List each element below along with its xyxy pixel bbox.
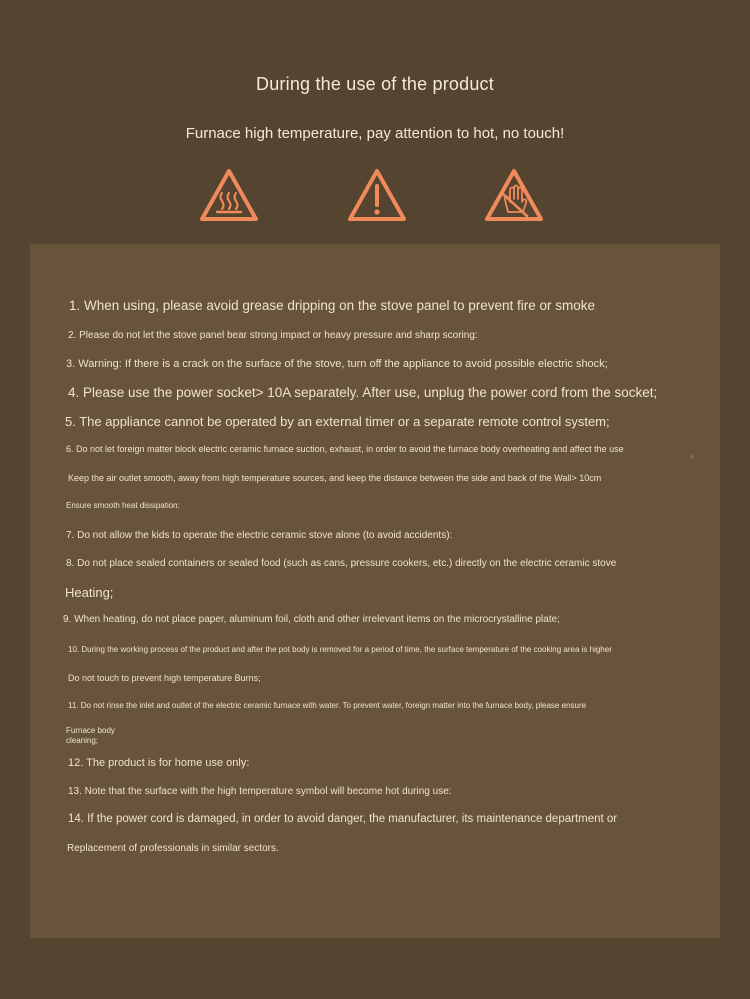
instruction-line: Furnace body — [66, 726, 115, 735]
instruction-line: 11. Do not rinse the inlet and outlet of the electric ceramic furnace with water. To prevent water, foreign matter into the furnace body, please ensure — [68, 701, 587, 710]
instruction-line: 8. Do not place sealed containers or sealed food (such as cans, pressure cookers, etc.) directly on the electric ceramic stove — [66, 558, 617, 569]
exclamation-warning-icon — [346, 166, 408, 224]
instruction-line: 4. Please use the power socket> 10A separately. After use, unplug the power cord from the socket; — [68, 385, 658, 400]
chevron-right-icon[interactable]: › — [690, 449, 694, 463]
hot-surface-warning-icon — [198, 166, 260, 224]
instructions-panel — [30, 244, 720, 938]
instruction-line: Keep the air outlet smooth, away from high temperature sources, and keep the distance between the side and back of the Wall> 10cm — [68, 473, 602, 483]
instruction-line: 7. Do not allow the kids to operate the electric ceramic stove alone (to avoid accidents): — [66, 530, 453, 541]
instruction-line: 13. Note that the surface with the high temperature symbol will become hot during use: — [68, 786, 452, 797]
warning-subtitle: Furnace high temperature, pay attention to hot, no touch! — [185, 125, 565, 142]
instruction-line: 14. If the power cord is damaged, in order to avoid danger, the manufacturer, its maintenance department or — [68, 813, 618, 825]
instruction-line: Heating; — [65, 585, 114, 600]
instruction-line: cleaning; — [66, 736, 99, 745]
instruction-line: 3. Warning: If there is a crack on the surface of the stove, turn off the appliance to avoid possible electric shock; — [66, 358, 608, 370]
instruction-line: 5. The appliance cannot be operated by an external timer or a separate remote control system; — [65, 414, 610, 429]
instruction-line: 1. When using, please avoid grease dripping on the stove panel to prevent fire or smoke — [69, 298, 596, 313]
instruction-line: 10. During the working process of the product and after the pot body is removed for a period of time, the surface temperature of the cooking area is higher — [68, 645, 612, 654]
instruction-line: Ensure smooth heat dissipation: — [66, 501, 180, 510]
instruction-line: Replacement of professionals in similar sectors. — [67, 843, 279, 854]
instruction-line: 12. The product is for home use only: — [68, 757, 250, 769]
page-title: During the use of the product — [256, 74, 494, 94]
instruction-line: 6. Do not let foreign matter block electric ceramic furnace suction, exhaust, in order to avoid the furnace body overheating and affect the use — [66, 444, 624, 454]
instruction-line: 2. Please do not let the stove panel bear strong impact or heavy pressure and sharp scoring: — [68, 330, 478, 341]
no-touch-hand-warning-icon — [483, 166, 545, 224]
instruction-line: 9. When heating, do not place paper, aluminum foil, cloth and other irrelevant items on the microcrystalline plate; — [63, 614, 560, 625]
instruction-line: Do not touch to prevent high temperature Burns; — [68, 673, 261, 683]
